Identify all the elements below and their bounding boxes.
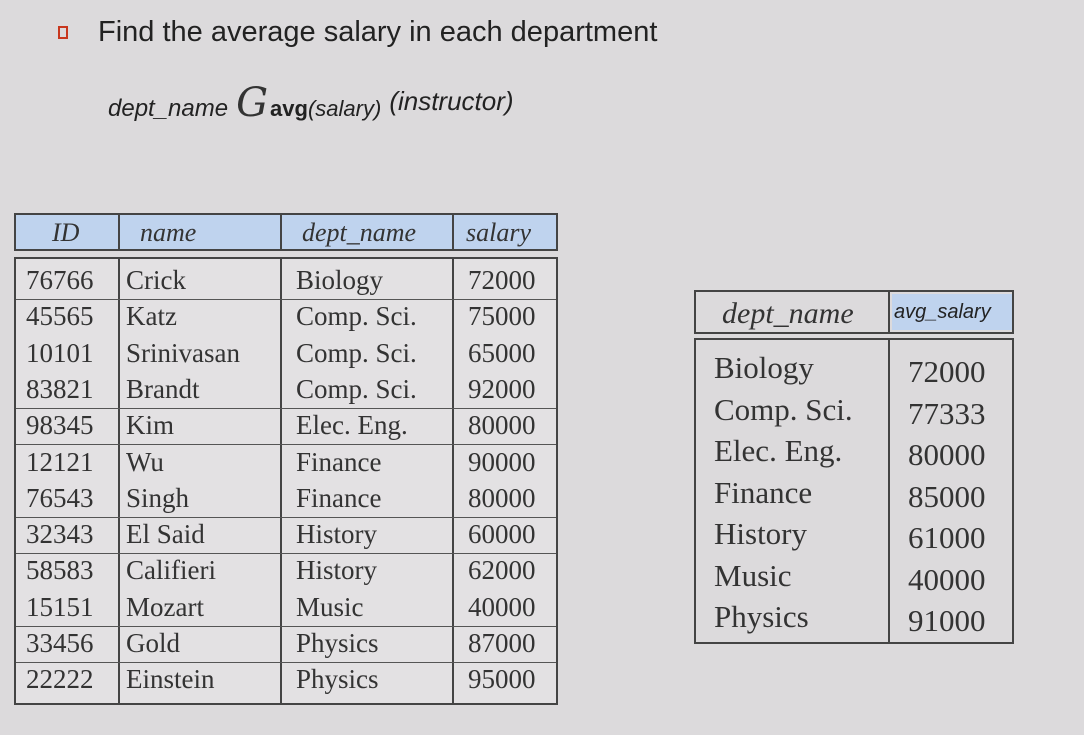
cell-dept-name: History <box>296 555 377 586</box>
table-row <box>16 263 556 299</box>
header-divider <box>280 215 282 249</box>
cell-dept-name: History <box>714 516 807 551</box>
table-row <box>696 350 1012 392</box>
cell-name: El Said <box>126 519 205 550</box>
cell-avg-salary: 80000 <box>908 437 986 472</box>
cell-id: 76766 <box>26 265 94 295</box>
cell-name: Katz <box>126 301 177 332</box>
cell-salary: 87000 <box>468 628 536 658</box>
cell-dept-name: History <box>296 519 377 550</box>
cell-dept-name: Comp. Sci. <box>296 373 417 404</box>
cell-name: Mozart <box>126 591 204 622</box>
table-row <box>696 516 1012 558</box>
cell-id: 10101 <box>26 337 94 368</box>
result-table-body <box>694 338 1014 644</box>
cell-avg-salary: 61000 <box>908 520 986 555</box>
table-row <box>696 475 1012 517</box>
cell-id: 22222 <box>26 664 94 695</box>
cell-dept-name: Physics <box>714 599 809 634</box>
slide-heading-line <box>58 16 657 49</box>
cell-salary: 80000 <box>468 482 536 513</box>
cell-avg-salary: 77333 <box>908 395 986 431</box>
table-row <box>696 392 1012 434</box>
table-row <box>16 445 556 481</box>
cell-dept-name: Finance <box>714 474 813 510</box>
formula-argument: salary <box>315 96 374 121</box>
table-row <box>16 408 556 444</box>
cell-salary: 95000 <box>468 664 536 695</box>
cell-name: Kim <box>126 410 175 441</box>
cell-dept-name: Physics <box>296 628 379 658</box>
formula-group-attribute: dept_name <box>108 95 229 122</box>
cell-dept-name: Comp. Sci. <box>296 337 417 368</box>
instructor-table-body <box>14 257 558 705</box>
cell-id: 15151 <box>26 591 94 622</box>
table-row <box>16 590 556 626</box>
formula-close-paren: ) <box>373 96 382 121</box>
cell-salary: 65000 <box>468 337 536 368</box>
cell-salary: 90000 <box>468 446 536 477</box>
cell-avg-salary: 91000 <box>908 603 986 638</box>
cell-name: Brandt <box>126 373 200 404</box>
cell-id: 32343 <box>26 519 94 550</box>
cell-dept-name: Comp. Sci. <box>296 301 417 332</box>
slide-heading: Find the average salary in each department <box>98 16 658 48</box>
cell-dept-name: Music <box>296 591 364 622</box>
table-row <box>696 558 1012 600</box>
cell-name: Crick <box>126 265 186 295</box>
table-row <box>16 372 556 408</box>
cell-name: Califieri <box>126 555 216 586</box>
header-id: ID <box>52 218 80 247</box>
table-row <box>16 626 556 662</box>
table-row <box>16 481 556 517</box>
formula-relation: (instructor) <box>389 86 514 116</box>
cell-id: 45565 <box>26 301 94 332</box>
header-salary: salary <box>466 218 531 247</box>
header-dept-name: dept_name <box>722 297 854 330</box>
cell-id: 76543 <box>26 482 94 513</box>
cell-name: Wu <box>126 446 164 477</box>
cell-dept-name: Music <box>714 557 792 593</box>
cell-name: Singh <box>126 482 190 513</box>
header-name: name <box>140 218 197 247</box>
cell-dept-name: Physics <box>296 664 379 695</box>
cell-name: Srinivasan <box>126 337 240 368</box>
cell-avg-salary: 40000 <box>908 561 986 597</box>
bullet-square-icon <box>58 26 68 39</box>
table-row <box>16 553 556 589</box>
cell-dept-name: Biology <box>296 265 384 295</box>
formula-aggregate-operator: G <box>236 80 269 126</box>
cell-id: 58583 <box>26 555 94 586</box>
cell-avg-salary: 85000 <box>908 478 986 514</box>
cell-salary: 80000 <box>468 410 536 441</box>
table-row <box>16 299 556 335</box>
cell-salary: 40000 <box>468 591 536 622</box>
cell-id: 83821 <box>26 373 94 404</box>
table-row <box>16 336 556 372</box>
header-avg-salary: avg_salary <box>892 294 1012 330</box>
cell-avg-salary: 72000 <box>908 354 986 389</box>
header-divider <box>118 215 120 249</box>
cell-dept-name: Elec. Eng. <box>714 433 843 468</box>
header-dept-name: dept_name <box>302 218 417 247</box>
formula-open-paren: ( <box>307 96 316 121</box>
cell-salary: 72000 <box>468 265 536 295</box>
cell-name: Einstein <box>126 664 215 695</box>
cell-salary: 92000 <box>468 373 536 404</box>
instructor-table-header <box>14 213 558 251</box>
header-divider <box>888 292 890 332</box>
cell-salary: 75000 <box>468 301 536 332</box>
cell-id: 12121 <box>26 446 94 477</box>
cell-salary: 60000 <box>468 519 536 550</box>
table-row <box>696 599 1012 641</box>
cell-dept-name: Biology <box>714 350 814 385</box>
header-divider <box>452 215 454 249</box>
cell-dept-name: Finance <box>296 446 382 477</box>
result-table-header <box>694 290 1014 334</box>
cell-dept-name: Elec. Eng. <box>296 410 408 441</box>
cell-id: 98345 <box>26 410 94 441</box>
cell-salary: 62000 <box>468 555 536 586</box>
cell-name: Gold <box>126 628 180 658</box>
formula-function: avg <box>270 96 308 121</box>
table-row <box>696 433 1012 475</box>
table-row <box>16 517 556 553</box>
cell-dept-name: Comp. Sci. <box>714 391 853 427</box>
aggregation-formula <box>108 80 514 126</box>
cell-id: 33456 <box>26 628 94 658</box>
table-row <box>16 662 556 698</box>
cell-dept-name: Finance <box>296 482 382 513</box>
